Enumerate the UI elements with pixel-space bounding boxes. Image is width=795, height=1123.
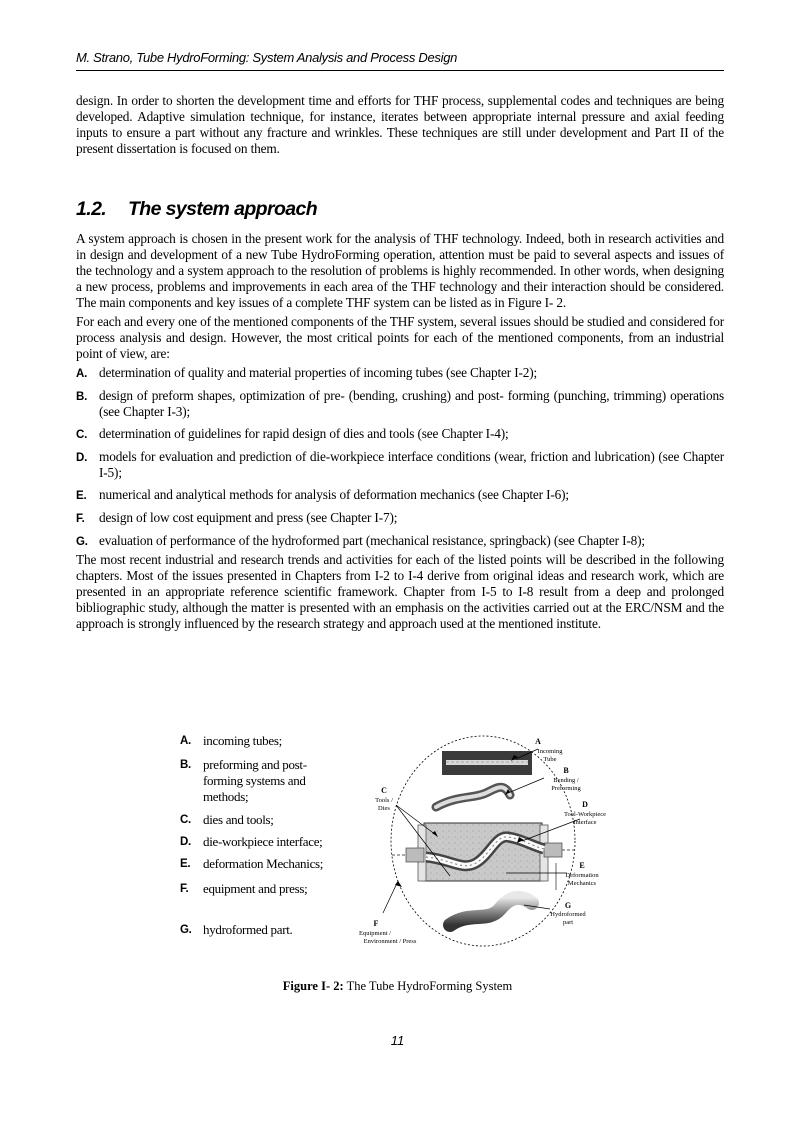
running-header: M. Strano, Tube HydroForming: System Analysis and Process Design (76, 50, 458, 65)
legend-label: A. (180, 735, 191, 747)
list-text: numerical and analytical methods for analysis of deformation mechanics (see Chapter I-6); (99, 487, 569, 502)
list-item (76, 426, 724, 443)
list-item (76, 510, 724, 527)
diagram-label-E-letter: E (579, 861, 585, 870)
diagram-label-D: Tool-Workpiece (564, 811, 606, 818)
diagram-label-E-2: Mechanics (567, 880, 597, 887)
list-text: design of preform shapes, optimization of pre- (bending, crushing) and post- forming (punching, trimming) operations (see Chapter I-3); (99, 388, 724, 419)
paragraph-2: For each and every one of the mentioned components of the THF system, several issues should be studied and considered for process analysis and design. However, the most critical points for each of the mentioned components, from an industrial point of view, are: (76, 314, 724, 361)
list-label: F. (76, 513, 85, 525)
list-label: D. (76, 452, 88, 464)
legend-label: D. (180, 836, 191, 848)
body-text (76, 93, 724, 632)
list-item (76, 487, 724, 504)
legend-item (180, 834, 350, 850)
diagram-label-B-letter: B (563, 766, 569, 775)
diagram-label-C: Tools / (375, 797, 393, 804)
intro-paragraph: design. In order to shorten the development time and efforts for THF process, supplemental codes and techniques are being developed. Adaptive simulation technique, for instance, iterates between appropriate internal pressure and axial feeding inputs to ensure a part without any fracture and wrinkles. These techniques are still under development and Part II of the present dissertation is focused on them. (76, 93, 724, 156)
diagram-label-C-2: Dies (378, 805, 390, 812)
issues-list (76, 365, 724, 550)
legend-text: incoming tubes; (203, 733, 282, 748)
list-label: G. (76, 536, 88, 548)
diagram-label-G-letter: G (564, 901, 572, 910)
legend-text: dies and tools; (203, 812, 274, 827)
paragraph-1: A system approach is chosen in the present work for the analysis of THF technology. Indeed, both in research activities and in design and development of a new Tube HydroForming operation, attention must be paid to several aspects and issues of the technology and a system approach to the resolution of problems is highly recommended. In other words, when designing a new process, problems and improvements in each area of the THF technology and their interaction should be considered. The main components and key issues of a complete THF system can be listed as in Figure I- 2. (76, 231, 724, 310)
legend-label: B. (180, 759, 191, 771)
list-item (76, 449, 724, 481)
diagram-label-F: Equipment / (359, 930, 391, 937)
section-heading (76, 198, 724, 220)
list-text: evaluation of performance of the hydroformed part (mechanical resistance, springback) (see Chapter I-8); (99, 533, 645, 548)
figure-caption (0, 979, 795, 994)
diagram-label-F-letter: F (373, 919, 379, 928)
list-text: determination of quality and material properties of incoming tubes (see Chapter I-2); (99, 365, 538, 380)
thf-system-diagram (358, 733, 618, 948)
legend-item (180, 733, 330, 749)
legend-item (180, 812, 330, 828)
list-label: B. (76, 391, 88, 403)
caption-label: Figure I- 2: (282, 979, 344, 993)
diagram-label-E: Deformation (565, 872, 599, 879)
section-title: The system approach (128, 198, 318, 220)
diagram-label-G-2: part (562, 919, 574, 926)
diagram-label-G: Hydroformed (550, 911, 586, 918)
page-number: 11 (390, 1033, 405, 1048)
legend-label: F. (180, 883, 189, 895)
header-rule (76, 70, 724, 71)
legend-text: preforming and post-forming systems and methods; (203, 757, 307, 804)
diagram-label-A-letter: A (535, 737, 541, 746)
legend-item (180, 922, 350, 938)
legend-label: E. (180, 858, 191, 870)
legend-item (180, 881, 350, 897)
legend-label: C. (180, 814, 191, 826)
diagram-label-B: Bending / (553, 777, 579, 784)
diagram-label-F-2: Environment / Press (363, 938, 417, 945)
list-label: C. (76, 429, 88, 441)
legend-label: G. (180, 924, 192, 936)
list-text: design of low cost equipment and press (see Chapter I-7); (99, 510, 398, 525)
diagram-label-D-2: Interface (573, 819, 597, 826)
list-label: E. (76, 490, 87, 502)
hydroformed-part-shape (450, 898, 532, 925)
legend-text: die-workpiece interface; (203, 834, 323, 849)
diagram-label-A-2: Tube (543, 756, 557, 763)
list-item (76, 388, 724, 420)
legend-item (180, 757, 315, 805)
diagram-label-D-letter: D (582, 800, 588, 809)
diagram-label-A: Incoming (537, 748, 563, 755)
legend-text: deformation Mechanics; (203, 856, 324, 871)
legend-item (180, 856, 350, 872)
list-item (76, 365, 724, 382)
list-label: A. (76, 368, 88, 380)
closing-paragraph: The most recent industrial and research trends and activities for each of the listed points will be described in the following chapters. Most of the issues presented in Chapters from I-2 to I-4 derive from original ideas and research work, which are presented in an appropriate reference scientific framework. Chapter from I-5 to I-8 result from a deep and prolonged bibliographic study, although the matter is presented with an emphasis on the activities carried out at the ERC/NSM and the approach is strongly influenced by the research strategy and approach used at the mentioned institute. (76, 552, 724, 631)
legend-text: equipment and press; (203, 881, 308, 896)
list-item (76, 533, 724, 550)
legend-text: hydroformed part. (203, 922, 293, 937)
diagram-svg (358, 733, 618, 948)
diagram-label-B-2: Preforming (551, 785, 581, 792)
caption-text: The Tube HydroForming System (346, 979, 513, 993)
list-text: models for evaluation and prediction of die-workpiece interface conditions (wear, friction and lubrication) (see Chapter I-5); (99, 449, 724, 480)
diagram-label-C-letter: C (381, 786, 387, 795)
section-number: 1.2. (76, 198, 107, 220)
list-text: determination of guidelines for rapid design of dies and tools (see Chapter I-4); (99, 426, 509, 441)
